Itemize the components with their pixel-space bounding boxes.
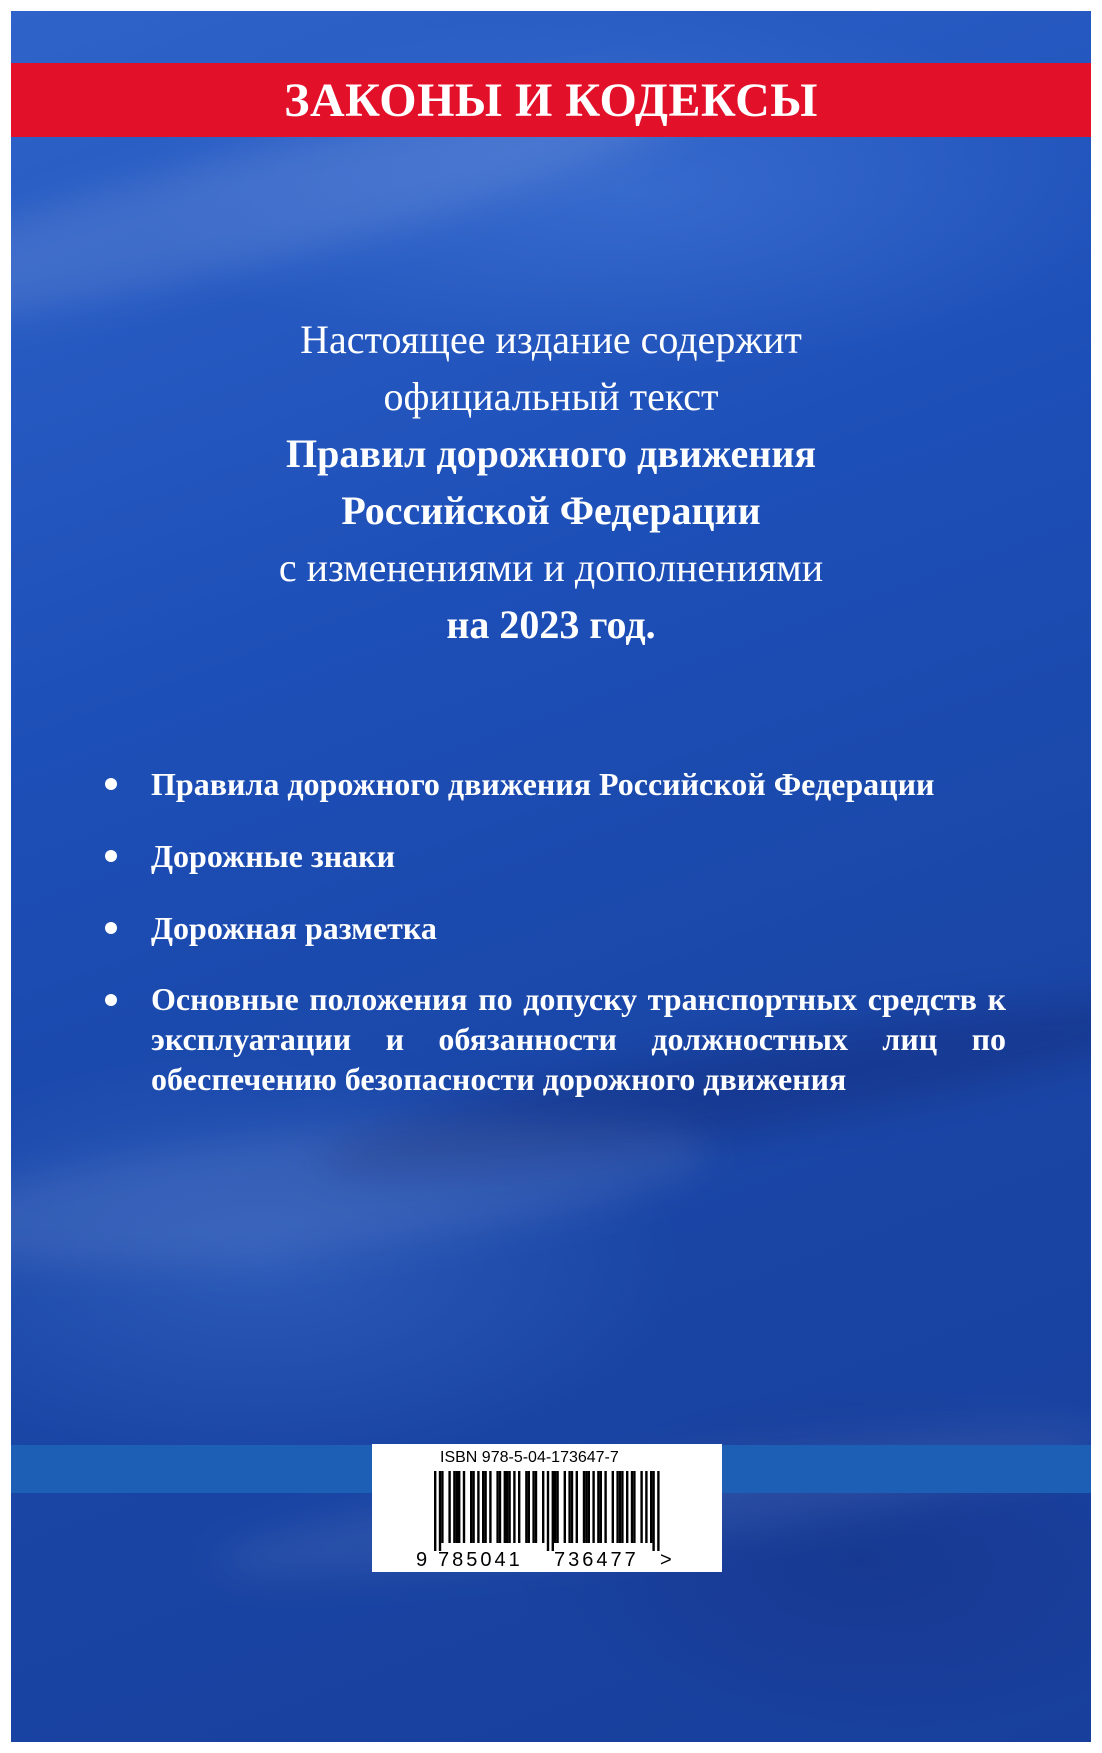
intro-line: Настоящее издание содержит	[300, 317, 802, 362]
contents-item-text: Дорожные знаки	[151, 838, 396, 874]
barcode-first-digit: 9	[416, 1549, 428, 1571]
barcode-bar	[556, 1471, 558, 1543]
barcode-bar	[633, 1471, 635, 1543]
barcode-graphic	[372, 1444, 722, 1572]
barcode-bar	[576, 1471, 578, 1543]
barcode-bar	[621, 1471, 623, 1543]
barcode-bar	[463, 1471, 465, 1543]
barcode-bar	[535, 1471, 537, 1543]
barcode-bar	[652, 1471, 654, 1551]
barcode-bar	[597, 1471, 599, 1543]
barcode-bar	[600, 1471, 602, 1543]
barcode-bar	[592, 1471, 594, 1543]
intro-line: с изменениями и дополнениями	[278, 545, 824, 590]
barcode-bar	[583, 1471, 585, 1543]
barcode-bar	[528, 1471, 530, 1543]
barcode-bar	[547, 1471, 549, 1551]
bullet-icon	[105, 922, 117, 934]
intro-line-bold: Российской Федерации	[341, 488, 761, 533]
barcode-bar	[508, 1471, 510, 1543]
barcode-bar	[585, 1471, 587, 1543]
barcode-bar	[441, 1471, 443, 1543]
bullet-icon	[105, 850, 117, 862]
barcode-bar	[525, 1471, 527, 1543]
barcode-bar	[568, 1471, 570, 1543]
series-title: ЗАКОНЫ И КОДЕКСЫ	[284, 73, 818, 127]
barcode-bar	[453, 1471, 455, 1543]
barcode-bar	[626, 1471, 628, 1543]
barcode-bar	[650, 1471, 652, 1543]
barcode-bar	[554, 1471, 556, 1543]
barcode-right-digits: 736477	[554, 1549, 639, 1571]
barcode-bar	[631, 1471, 633, 1543]
barcode-quiet-mark: >	[660, 1549, 672, 1571]
barcode-bar	[448, 1471, 450, 1543]
barcode-bar	[472, 1471, 474, 1543]
contents-list	[101, 763, 1006, 1129]
barcode-bar	[482, 1471, 484, 1543]
barcode-bar	[657, 1471, 659, 1551]
contents-item-text: Основные положения по допуску транспортных средств к эксплуатации и обязанности должностных лиц по обеспечению безопасности дорожного движения	[151, 981, 1006, 1097]
barcode-bar	[518, 1471, 520, 1543]
contents-list-item	[101, 763, 1006, 805]
barcode-bar	[588, 1471, 590, 1543]
barcode-bar	[645, 1471, 647, 1543]
barcode-bar	[499, 1471, 501, 1543]
barcode-bar	[458, 1471, 460, 1543]
bullet-icon	[105, 994, 117, 1006]
barcode-bar	[571, 1471, 573, 1543]
barcode-bar	[489, 1471, 491, 1543]
barcode-bar	[470, 1471, 472, 1543]
barcode-bar	[456, 1471, 458, 1543]
intro-line-bold: Правил дорожного движения	[286, 431, 816, 476]
isbn-label: ISBN 978-5-04-173647-7	[440, 1449, 619, 1466]
barcode-bar	[619, 1471, 621, 1543]
isbn-barcode	[372, 1444, 722, 1572]
contents-list-item	[101, 907, 1006, 949]
intro-line: официальный текст	[383, 374, 719, 419]
series-header-band	[11, 63, 1091, 137]
intro-text-block	[11, 311, 1091, 653]
barcode-bar	[612, 1471, 614, 1543]
barcode-bar	[477, 1471, 479, 1543]
barcode-bar	[504, 1471, 506, 1543]
barcode-bar	[532, 1471, 534, 1543]
contents-list-item	[101, 835, 1006, 877]
barcode-bar	[564, 1471, 566, 1543]
barcode-bar	[552, 1471, 554, 1551]
barcode-bar	[616, 1471, 618, 1543]
barcode-bar	[513, 1471, 515, 1543]
contents-list-item	[101, 979, 1006, 1099]
barcode-bar	[640, 1471, 642, 1543]
contents-item-text: Правила дорожного движения Российской Федерации	[151, 766, 935, 802]
barcode-bar	[484, 1471, 486, 1543]
bullet-icon	[105, 778, 117, 790]
intro-line-bold: на 2023 год.	[446, 602, 656, 647]
barcode-bar	[434, 1471, 436, 1551]
barcode-left-digits: 785041	[438, 1549, 523, 1571]
barcode-bar	[604, 1471, 606, 1543]
contents-item-text: Дорожная разметка	[151, 910, 437, 946]
barcode-bar	[506, 1471, 508, 1543]
book-back-cover	[11, 11, 1091, 1742]
barcode-bar	[496, 1471, 498, 1543]
barcode-bar	[439, 1471, 441, 1551]
barcode-bar	[542, 1471, 544, 1543]
